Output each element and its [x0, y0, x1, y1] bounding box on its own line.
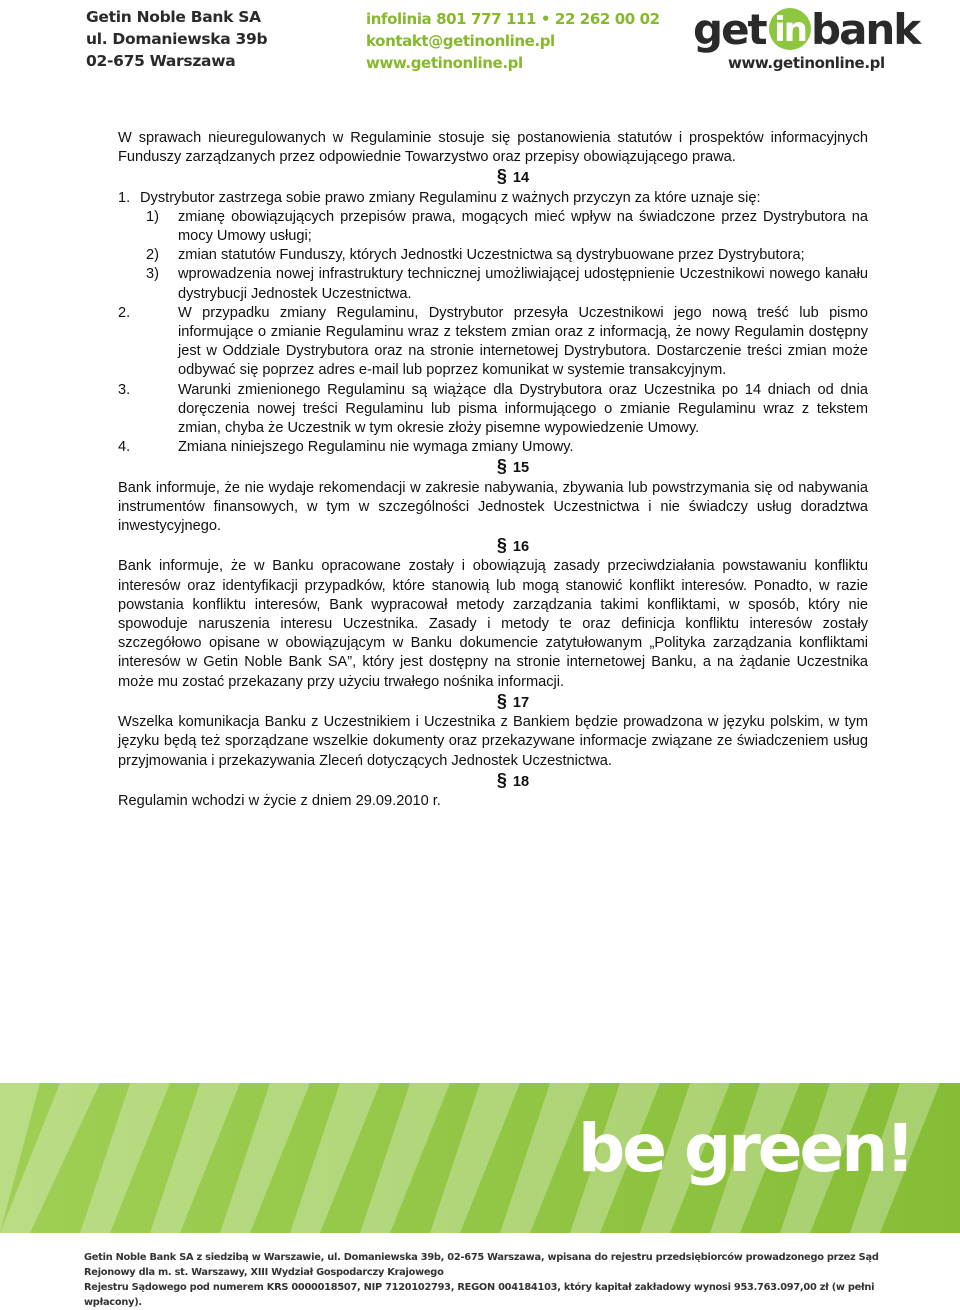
point-number: 4. [118, 439, 131, 456]
point-text: Zmiana niniejszego Regulaminu nie wymaga zmiany Umowy. [178, 439, 574, 456]
company-street: ul. Domaniewska 39b [86, 30, 268, 48]
intro-paragraph: W sprawach nieuregulowanych w Regulaminie stosuje się postanowienia statutów i prospektów informacyjnych Funduszy zarządzanych przez odpowiednie Towarzystwo oraz przepisy obowiązującego prawa. [118, 130, 868, 166]
section-15-text: Bank informuje, że nie wydaje rekomendacji w zakresie nabywania, zbywania lub powstrzymania się od nabywania instrumentów finansowych, w tym w szczególności Jednostek Uczestnictwa i nie świadczy usług doradztwa inwestycyjnego. [118, 479, 868, 535]
point-text: Dystrybutor zastrzega sobie prawo zmiany Regulaminu z ważnych przyczyn za które uznaje się: [140, 189, 761, 206]
logo-text-bank: bank [811, 5, 920, 54]
company-name: Getin Noble Bank SA [86, 8, 261, 26]
section-18-text: Regulamin wchodzi w życie z dniem 29.09.2010 r. [118, 792, 441, 809]
point-number: 3. [118, 381, 131, 398]
logo-url[interactable]: www.getinonline.pl [728, 54, 885, 72]
footer-line-2: Rejestru Sądowego pod numerem KRS 0000018507, NIP 7120102793, REGON 004184103, który kapitał zakładowy wynosi 953.763.097,00 zł (w pełni wpłacony). [84, 1282, 875, 1308]
s14-point-2 [118, 304, 868, 381]
section-mark: § [496, 456, 507, 477]
section-number: 17 [512, 694, 530, 711]
section-number: 15 [512, 460, 530, 477]
getinbank-logo [693, 2, 920, 54]
section-16-text: Bank informuje, że w Banku opracowane zostały i obowiązują zasady przeciwdziałania powstawaniu konfliktu interesów oraz identyfikacji przypadków, które stanowią lub mogą stanowić konflikt interesów. Ponadto, w razie powstania konfliktu interesów, Bank wypracował metody zarządzania takimi konfliktami, w sposób, który nie spowoduje naruszenia interesu Uczestnika. Zasady i metody te oraz definicja konfliktu interesów zostały szczegółowo opisane w obowiązującym w Banku dokumencie zatytułowanym „Polityka zarządzania konfliktami interesów w Getin Noble Bank SA”, który jest dostępny na stronie internetowej Banku, a na żądanie Uczestnika może mu zostać przekazany przy użyciu trwałego nośnika informacji. [118, 558, 868, 690]
s14-subitem-2 [118, 246, 868, 265]
section-number: 18 [512, 773, 530, 790]
logo-text-in: in [774, 10, 806, 50]
section-mark: § [496, 690, 507, 711]
s14-point-3 [118, 381, 868, 439]
section-number: 16 [512, 539, 530, 556]
company-city: 02-675 Warszawa [86, 52, 236, 70]
header-address [86, 6, 267, 72]
contact-email[interactable]: kontakt@getinonline.pl [366, 32, 555, 50]
point-text: W przypadku zmiany Regulaminu, Dystrybutor przesyła Uczestnikowi jego nową treść lub pismo informujące o zmianie Regulaminu wraz z tekstem zmian oraz z informacją, że nowy Regulamin dostępny jest w Oddziale Dystrybutora oraz na stronie internetowej Dystrybutora. Dostarczenie treści zmian może odbywać się poprzez adres e-mail lub poprzez komunikat w systemie transakcyjnym. [178, 304, 868, 379]
subitem-text: zmianę obowiązujących przepisów prawa, mogących mieć wpływ na świadczone przez Dystrybutora na mocy Umowy usługi; [178, 208, 868, 245]
subitem-number: 2) [146, 247, 159, 264]
header-contact [366, 8, 660, 74]
section-number: 14 [512, 170, 530, 187]
be-green-slogan: be green! [578, 1110, 913, 1187]
footer-legal [84, 1250, 904, 1310]
section-14-heading [118, 167, 868, 188]
subitem-number: 3) [146, 266, 159, 283]
subitem-number: 1) [146, 208, 159, 225]
website-link[interactable]: www.getinonline.pl [366, 54, 523, 72]
s14-point-1 [118, 189, 868, 208]
document-body [118, 129, 868, 811]
logo-text-get: get [693, 5, 766, 54]
section-mark: § [496, 535, 507, 556]
footer-line-1: Getin Noble Bank SA z siedzibą w Warszawie, ul. Domaniewska 39b, 02-675 Warszawa, wpisana do rejestru przedsiębiorców prowadzonego przez Sąd Rejonowy dla m. st. Warszawy, XIII Wydział Gospodarczy Krajowego [84, 1252, 879, 1278]
point-number: 2. [118, 304, 131, 321]
s14-subitem-3 [118, 265, 868, 303]
section-17-text: Wszelka komunikacja Banku z Uczestnikiem i Uczestnika z Bankiem będzie prowadzona w języku polskim, w tym języku będą też sporządzane wszelkie dokumenty oraz przekazywane informacje związane ze świadczeniem usług przyjmowania i przekazywania Zleceń dotyczących Jednostek Uczestnictwa. [118, 714, 868, 769]
point-text: Warunki zmienionego Regulaminu są wiążące dla Dystrybutora oraz Uczestnika po 14 dniach od dnia doręczenia nowej treści Regulaminu lub pisma informującego o zmianie Regulaminu wraz z tekstem zmian, chyba że Uczestnik w tym okresie złoży pisemne wypowiedzenie Umowy. [178, 381, 868, 437]
section-18-heading [118, 771, 868, 792]
subitem-text: zmian statutów Funduszy, których Jednostki Uczestnictwa są dystrybuowane przez Dystrybutora; [178, 247, 805, 264]
s14-subitem-1 [118, 208, 868, 246]
section-17-heading [118, 692, 868, 713]
section-15-heading [118, 457, 868, 478]
section-mark: § [496, 769, 507, 790]
s14-point-4 [118, 438, 868, 457]
section-16-heading [118, 536, 868, 557]
section-mark: § [496, 166, 507, 187]
point-number: 1. [118, 189, 131, 206]
subitem-text: wprowadzenia nowej infrastruktury technicznej umożliwiającej udostępnienie Uczestnikowi nowego kanału dystrybucji Jednostek Uczestnictwa. [178, 266, 868, 302]
hotline: infolinia 801 777 111 • 22 262 00 02 [366, 10, 660, 28]
